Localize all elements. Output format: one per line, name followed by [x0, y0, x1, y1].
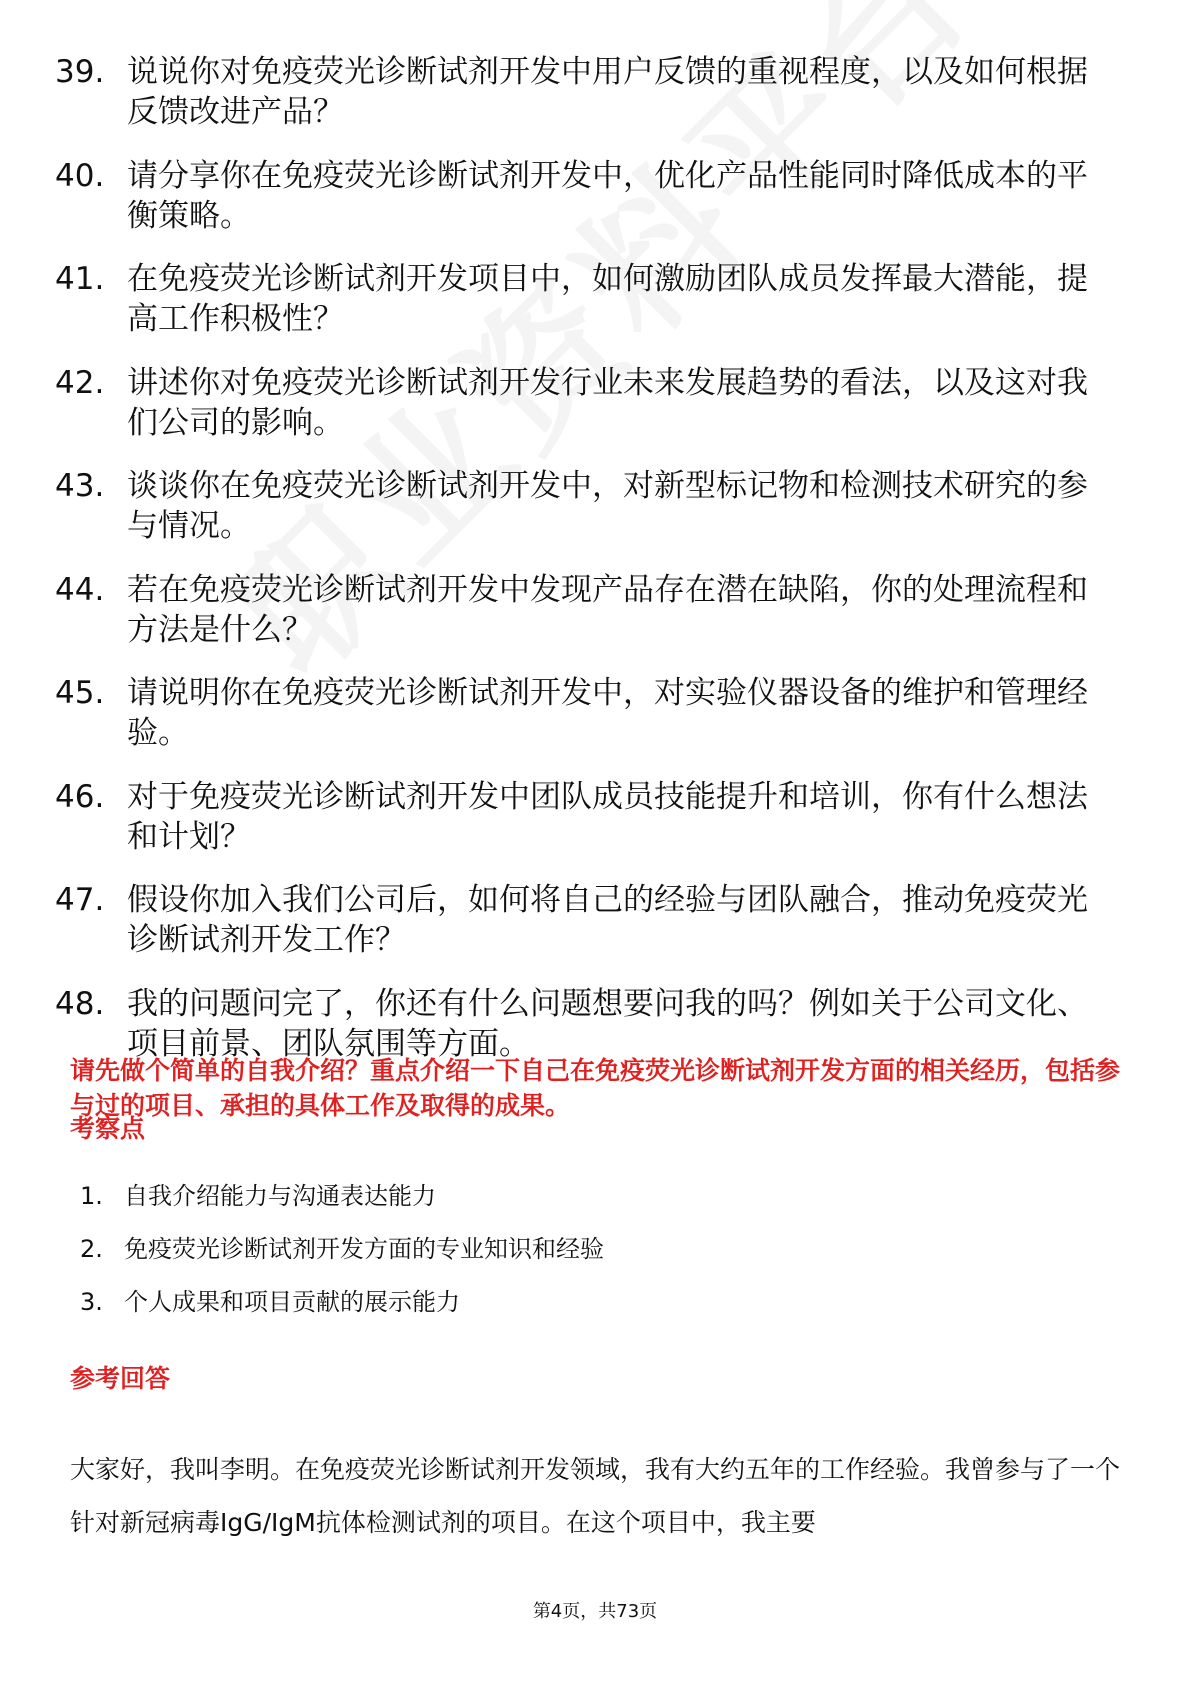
question-item	[55, 363, 1115, 443]
question-number: 45.	[55, 675, 105, 711]
reference-answer: 大家好，我叫李明。在免疫荧光诊断试剂开发领域，我有大约五年的工作经验。我曾参与了一个针对新冠病毒IgG/IgM抗体检测试剂的项目。在这个项目中，我主要	[70, 1455, 1121, 1537]
assessment-point	[80, 1286, 604, 1318]
question-item	[55, 52, 1115, 132]
question-text: 请分享你在免疫荧光诊断试剂开发中，优化产品性能同时降低成本的平衡策略。	[127, 157, 1088, 234]
assessment-points	[80, 1180, 604, 1339]
question-number: 48.	[55, 985, 105, 1022]
question-list	[55, 52, 1115, 1087]
point-number: 3.	[80, 1288, 103, 1316]
question-item	[55, 880, 1115, 960]
question-item	[55, 570, 1115, 650]
point-text: 自我介绍能力与沟通表达能力	[124, 1182, 436, 1210]
question-number: 47.	[55, 882, 105, 918]
assessment-title: 考察点	[70, 1114, 146, 1143]
point-text: 个人成果和项目贡献的展示能力	[124, 1288, 460, 1316]
question-text: 对于免疫荧光诊断试剂开发中团队成员技能提升和培训，你有什么想法和计划？	[127, 778, 1088, 855]
point-number: 2.	[80, 1235, 103, 1263]
question-number: 41.	[55, 261, 105, 297]
question-number: 40.	[55, 157, 105, 194]
question-text: 讲述你对免疫荧光诊断试剂开发行业未来发展趋势的看法，以及这对我们公司的影响。	[127, 364, 1088, 441]
question-text: 我的问题问完了，你还有什么问题想要问我的吗？例如关于公司文化、项目前景、团队氛围等方面。	[127, 985, 1088, 1062]
question-item	[55, 156, 1115, 236]
question-number: 43.	[55, 468, 105, 504]
highlight-question: 请先做个简单的自我介绍？重点介绍一下自己在免疫荧光诊断试剂开发方面的相关经历，包括参与过的项目、承担的具体工作及取得的成果。	[70, 1056, 1121, 1120]
point-number: 1.	[80, 1182, 103, 1210]
point-text: 免疫荧光诊断试剂开发方面的专业知识和经验	[124, 1235, 604, 1263]
page-footer: 第4页，共73页	[532, 1601, 658, 1622]
question-item	[55, 466, 1115, 546]
question-number: 44.	[55, 571, 105, 608]
question-text: 假设你加入我们公司后，如何将自己的经验与团队融合，推动免疫荧光诊断试剂开发工作？	[127, 882, 1088, 958]
question-item	[55, 673, 1115, 753]
question-text: 谈谈你在免疫荧光诊断试剂开发中，对新型标记物和检测技术研究的参与情况。	[127, 468, 1088, 544]
question-text: 若在免疫荧光诊断试剂开发中发现产品存在潜在缺陷，你的处理流程和方法是什么？	[127, 571, 1088, 648]
assessment-point	[80, 1233, 604, 1265]
question-item	[55, 259, 1115, 339]
question-item	[55, 777, 1115, 857]
question-item	[55, 984, 1115, 1064]
assessment-point	[80, 1180, 604, 1212]
question-number: 39.	[55, 54, 105, 90]
question-number: 46.	[55, 778, 105, 815]
question-text: 请说明你在免疫荧光诊断试剂开发中，对实验仪器设备的维护和管理经验。	[127, 675, 1088, 751]
question-text: 说说你对免疫荧光诊断试剂开发中用户反馈的重视程度，以及如何根据反馈改进产品？	[127, 54, 1088, 130]
question-text: 在免疫荧光诊断试剂开发项目中，如何激励团队成员发挥最大潜能，提高工作积极性？	[127, 261, 1088, 337]
question-number: 42.	[55, 364, 105, 401]
reference-title: 参考回答	[70, 1364, 171, 1393]
